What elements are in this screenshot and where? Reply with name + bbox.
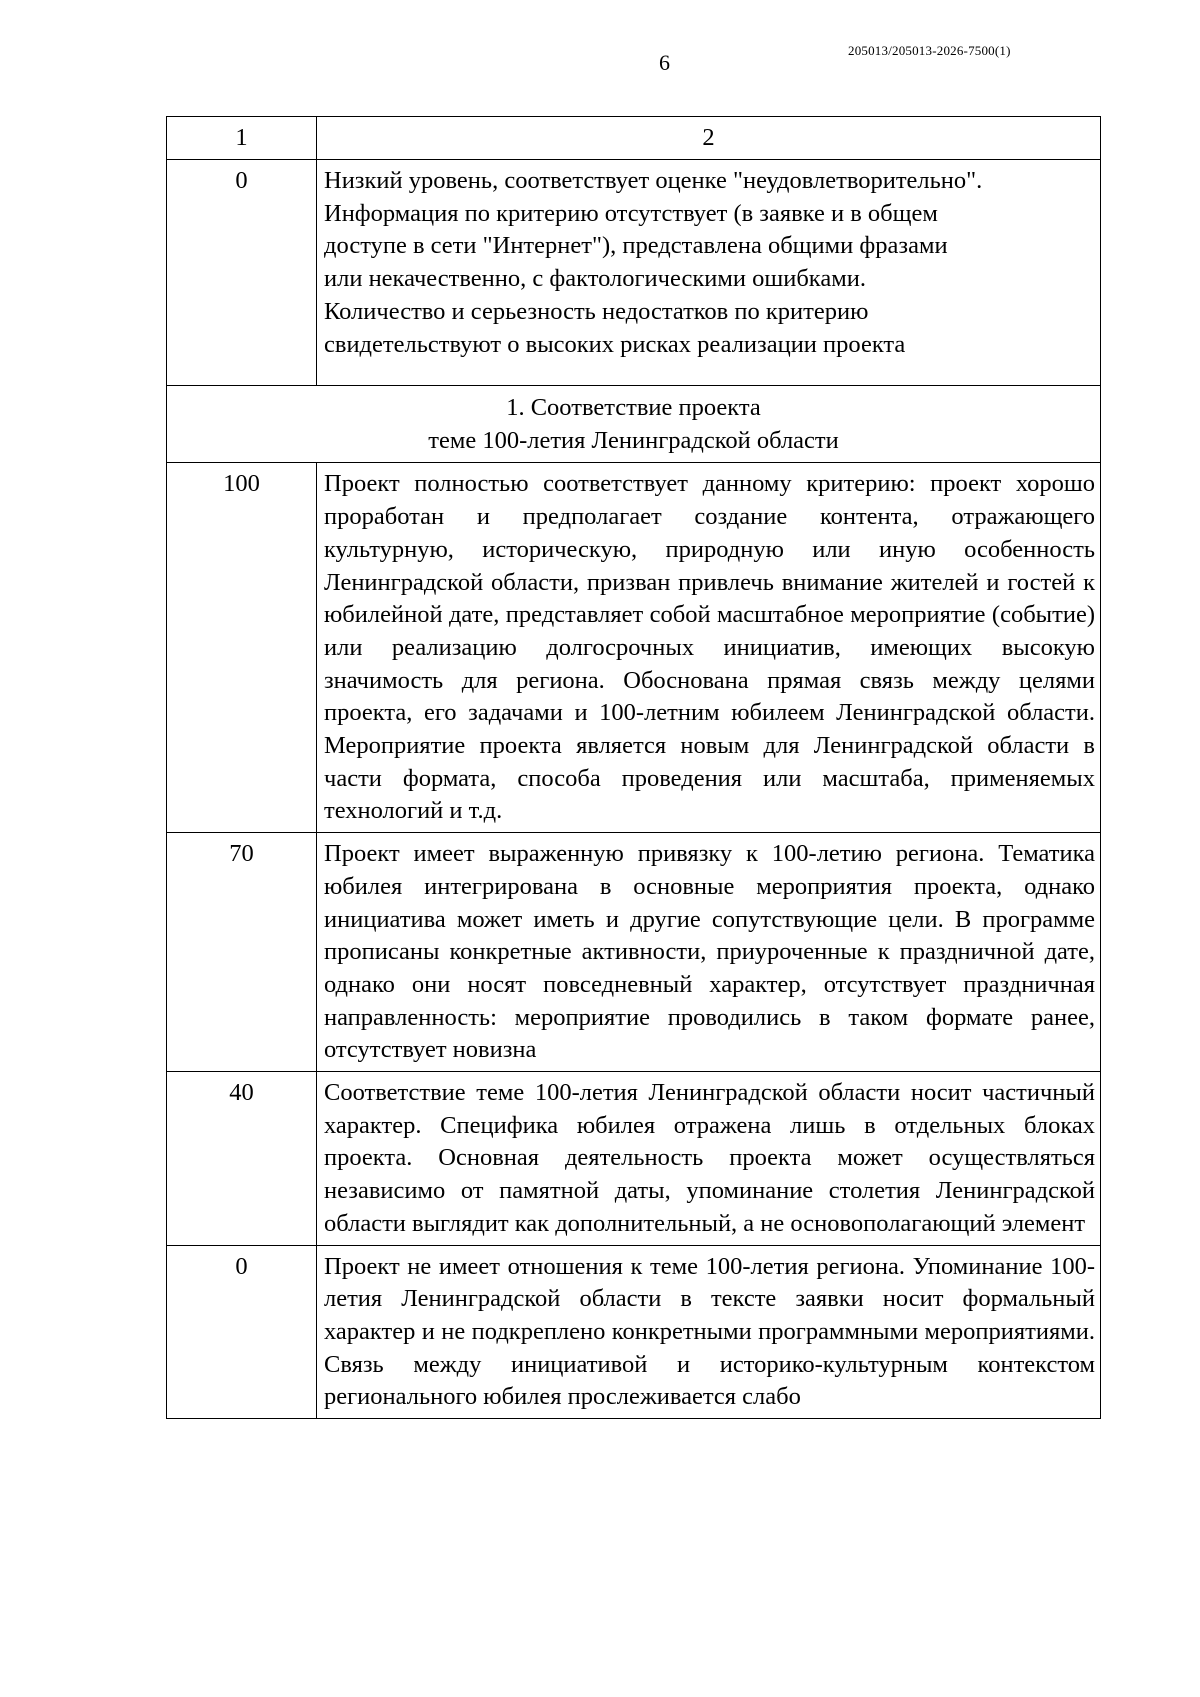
description-line: свидетельствуют о высоких рисках реализации проекта xyxy=(324,330,906,358)
column-header-description: 2 xyxy=(317,117,1101,160)
table-header-row xyxy=(167,117,1101,160)
page-number: 6 xyxy=(659,50,670,75)
score-cell: 100 xyxy=(167,463,317,833)
column-header-score: 1 xyxy=(167,117,317,160)
description-line: Низкий уровень, соответствует оценке "неудовлетворительно". xyxy=(324,167,983,194)
score-cell: 0 xyxy=(167,1245,317,1419)
section-row xyxy=(167,386,1101,463)
score-cell: 40 xyxy=(167,1072,317,1246)
description-line: доступе в сети "Интернет"), представлена общими фразами xyxy=(324,232,948,260)
section-title-line: теме 100-летия Ленинградской области xyxy=(428,426,839,454)
table-row xyxy=(167,1072,1101,1246)
criteria-table xyxy=(166,116,1101,1419)
description-cell xyxy=(317,160,1101,386)
description-cell: Проект не имеет отношения к теме 100-летия региона. Упоминание 100-летия Ленинградской области в тексте заявки носит формальный характер и не подкреплено конкретными программными мероприятиями. Связь между инициативой и историко-культурным контекстом регионального юбилея прослеживается слабо xyxy=(317,1245,1101,1419)
table-row xyxy=(167,833,1101,1072)
document-id: 205013/205013-2026-7500(1) xyxy=(848,43,1011,58)
table-row xyxy=(167,463,1101,833)
section-title xyxy=(167,386,1101,463)
description-cell: Соответствие теме 100-летия Ленинградской области носит частичный характер. Специфика юбилея отражена лишь в отдельных блоках проекта. Основная деятельность проекта может осуществляться независимо от памятной даты, упоминание столетия Ленинградской области выглядит как дополнительный, а не основополагающий элемент xyxy=(317,1072,1101,1246)
table-row xyxy=(167,1245,1101,1419)
table-row xyxy=(167,160,1101,386)
description-line: Количество и серьезность недостатков по критерию xyxy=(324,297,869,325)
description-line: Информация по критерию отсутствует (в заявке и в общем xyxy=(324,199,938,227)
score-cell: 0 xyxy=(167,160,317,386)
section-title-line: 1. Соответствие проекта xyxy=(506,394,761,421)
description-line: или некачественно, с фактологическими ошибками. xyxy=(324,265,866,293)
description-cell: Проект имеет выраженную привязку к 100-летию региона. Тематика юбилея интегрирована в основные мероприятия проекта, однако инициатива может иметь и другие сопутствующие цели. В программе прописаны конкретные активности, приуроченные к праздничной дате, однако они носят повседневный характер, отсутствует праздничная направленность: мероприятие проводились в таком формате ранее, отсутствует новизна xyxy=(317,833,1101,1072)
score-cell: 70 xyxy=(167,833,317,1072)
description-cell: Проект полностью соответствует данному критерию: проект хорошо проработан и предполагает создание контента, отражающего культурную, историческую, природную или иную особенность Ленинградской области, призван привлечь внимание жителей и гостей к юбилейной дате, представляет собой масштабное мероприятие (событие) или реализацию долгосрочных инициатив, имеющих высокую значимость для региона. Обоснована прямая связь между целями проекта, его задачами и 100-летним юбилеем Ленинградской области. Мероприятие проекта является новым для Ленинградской области в части формата, способа проведения или масштаба, применяемых технологий и т.д. xyxy=(317,463,1101,833)
